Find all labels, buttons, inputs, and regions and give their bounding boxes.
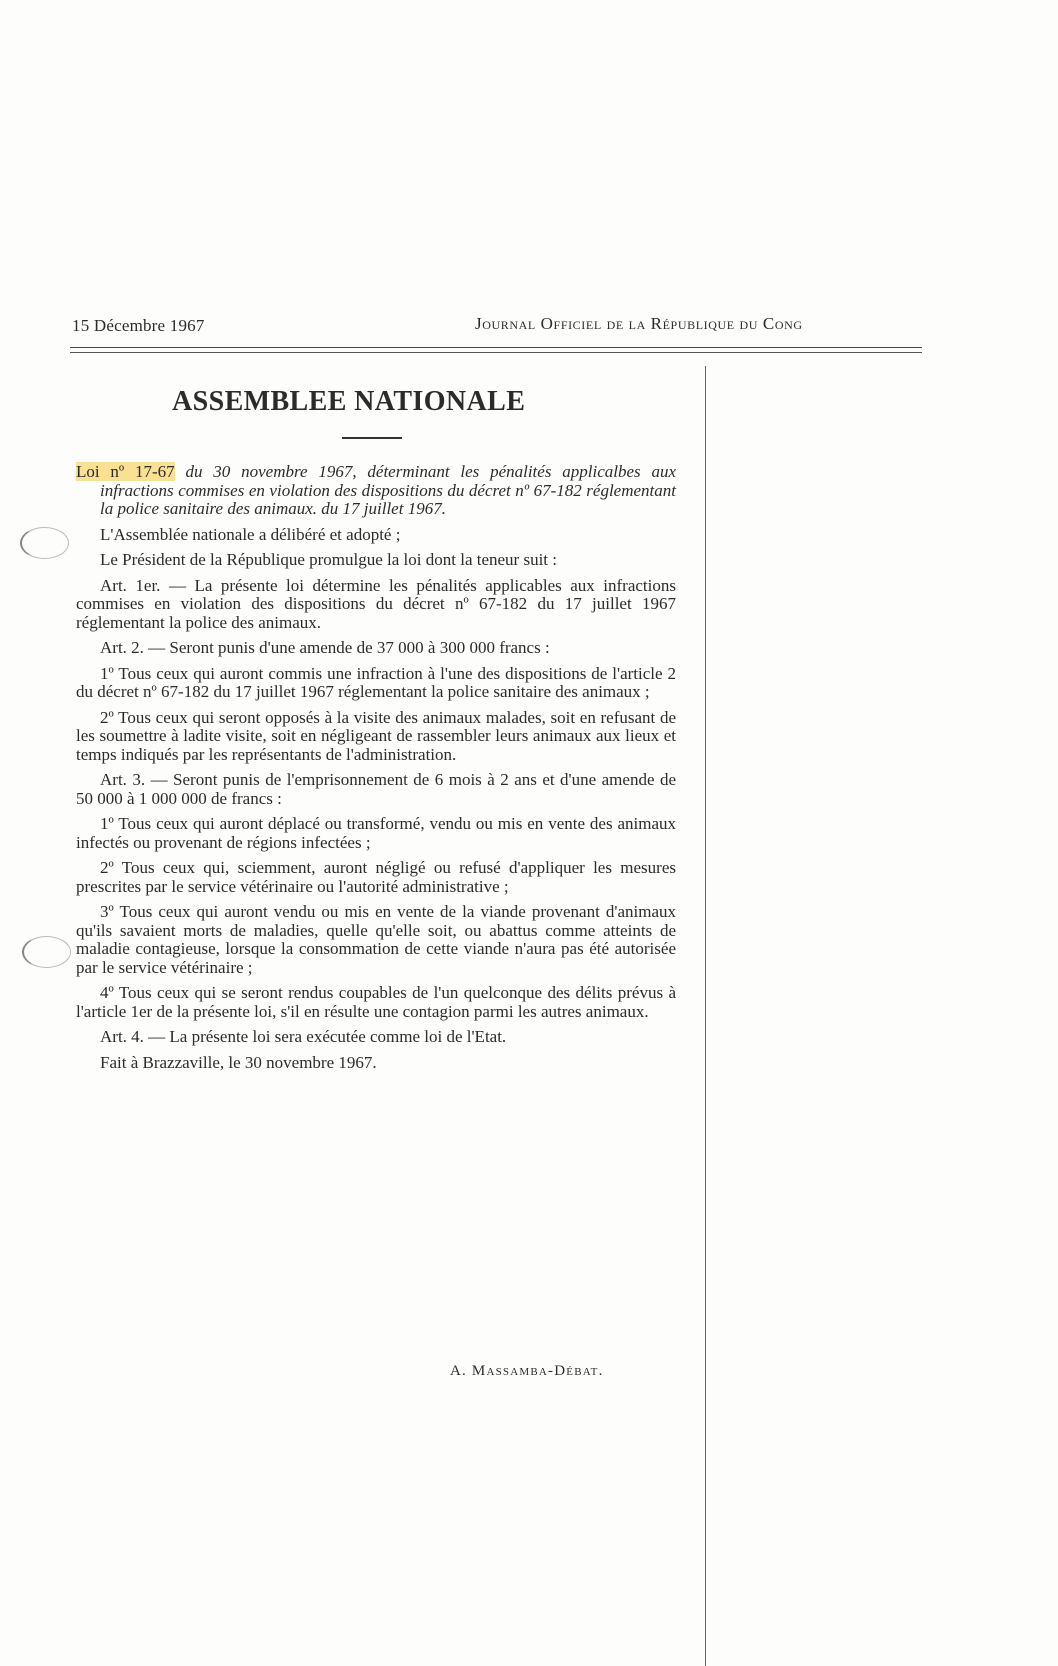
article-3-item-4: 4º Tous ceux qui se seront rendus coupables de l'un quelconque des délits prévus à l'article 1er de la présente loi, s'il en résulte une contagion parmi les autres animaux. (76, 983, 676, 1021)
article-4: Art. 4. — La présente loi sera exécutée comme loi de l'Etat. (100, 1027, 507, 1046)
law-number: Loi nº 17-67 (76, 462, 175, 481)
signature: A. Massamba-Débat. (450, 1363, 604, 1379)
article-3-item-3: 3º Tous ceux qui auront vendu ou mis en vente de la viande provenant d'animaux qu'ils savaient morts de maladies, quelle qu'elle soit, ou abattus comme atteints de maladie contagieuse, lorsque la consommation de cette viande n'aura pas été autorisée par le service vétérinaire ; (76, 902, 676, 977)
place-date: Fait à Brazzaville, le 30 novembre 1967. (100, 1052, 377, 1072)
column-divider (705, 366, 706, 1666)
header-date: 15 Décembre 1967 (72, 316, 205, 335)
punch-hole (20, 527, 69, 559)
law-title-text: du 30 novembre 1967, déterminant les pénalités applicalbes aux infractions commises en violation des dispositions du décret nº 67-182 réglementant la police sanitaire des animaux. du 17 juillet 1967. (100, 462, 676, 518)
header-journal-title: Journal Officiel de la République du Cong (475, 314, 803, 333)
article-1: Art. 1er. — La présente loi détermine les pénalités applicables aux infractions commises en violation des dispositions du décret nº 67-182 du 17 juillet 1967 réglementant la police des animaux. (76, 575, 676, 632)
paragraph: L'Assemblée nationale a délibéré et adopté ; (100, 524, 401, 544)
article-3-item-1: 1º Tous ceux qui auront déplacé ou transformé, vendu ou mis en vente des animaux infectés ou provenant de régions infectées ; (76, 814, 676, 852)
header-rule (70, 347, 922, 348)
article-3: Art. 3. — Seront punis de l'emprisonnement de 6 mois à 2 ans et d'une amende de 50 000 à 1 000 000 de francs : (76, 770, 676, 808)
document-body (76, 463, 676, 1079)
title-underline (342, 437, 402, 439)
punch-hole (22, 936, 71, 968)
header-rule (70, 352, 922, 353)
article-2: Art. 2. — Seront punis d'une amende de 37 000 à 300 000 francs : (100, 638, 550, 657)
article-2-item-1: 1º Tous ceux qui auront commis une infraction à l'une des dispositions de l'article 2 du décret nº 67-182 du 17 juillet 1967 réglementant la police sanitaire des animaux ; (76, 663, 676, 701)
paragraph: Le Président de la République promulgue la loi dont la teneur suit : (100, 550, 558, 569)
law-title (76, 463, 676, 519)
article-3-item-2: 2º Tous ceux qui, sciemment, auront négligé ou refusé d'appliquer les mesures prescrites par le service vétérinaire ou l'autorité administrative ; (76, 858, 676, 896)
article-2-item-2: 2º Tous ceux qui seront opposés à la visite des animaux malades, soit en refusant de les soumettre à ladite visite, soit en négligeant de rassembler leurs animaux aux lieux et temps indiqués par les représentants de l'administration. (76, 707, 676, 764)
section-title: ASSEMBLEE NATIONALE (172, 386, 526, 417)
